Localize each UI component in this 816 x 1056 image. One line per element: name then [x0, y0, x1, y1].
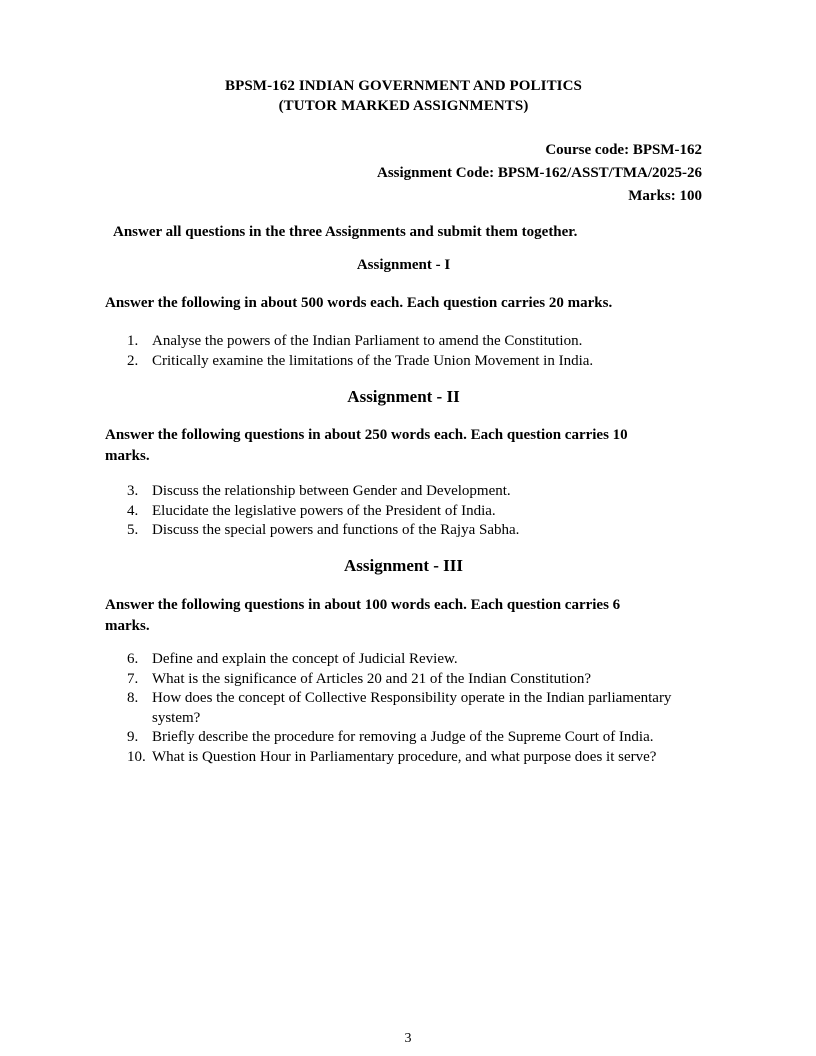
page-number: 3 — [404, 1031, 412, 1046]
question-list-assignment-3 — [105, 650, 705, 767]
course-meta-block — [105, 139, 702, 208]
question-text: What is the significance of Articles 20 and 21 of the Indian Constitution? — [152, 670, 592, 687]
list-item — [105, 670, 705, 690]
course-code: Course code: BPSM-162 — [545, 142, 702, 158]
question-number: 10. — [127, 748, 146, 765]
list-item — [105, 748, 705, 768]
question-text: Discuss the relationship between Gender and Development. — [152, 483, 511, 499]
question-number: 9. — [127, 729, 139, 745]
section-heading-assignment-3: Assignment - III — [343, 556, 464, 575]
question-number: 4. — [127, 502, 139, 519]
question-text: Analyse the powers of the Indian Parliament to amend the Constitution. — [152, 333, 583, 349]
question-number: 1. — [127, 333, 139, 349]
question-text: Elucidate the legislative powers of the President of India. — [152, 502, 496, 519]
section-instruction-assignment-1: Answer the following in about 500 words each. Each question carries 20 marks. — [105, 295, 613, 311]
question-number: 6. — [127, 651, 139, 667]
question-number: 8. — [127, 690, 139, 706]
question-number: 2. — [127, 352, 139, 369]
assignment-code: Assignment Code: BPSM-162/ASST/TMA/2025-26 — [376, 165, 702, 181]
total-marks: Marks: 100 — [628, 188, 702, 204]
question-text: Briefly describe the procedure for removing a Judge of the Supreme Court of India. — [152, 729, 654, 745]
list-item — [105, 650, 705, 670]
list-item — [105, 332, 705, 352]
list-item — [105, 482, 705, 502]
question-list-assignment-2 — [105, 482, 705, 541]
question-number: 7. — [127, 670, 139, 687]
question-number: 3. — [127, 483, 139, 499]
question-text: What is Question Hour in Parliamentary procedure, and what purpose does it serve? — [152, 748, 657, 765]
question-text: How does the concept of Collective Responsibility operate in the Indian parliamentary system? — [152, 690, 672, 726]
question-text: Define and explain the concept of Judicial Review. — [152, 651, 458, 667]
question-number: 5. — [127, 522, 139, 538]
section-instruction-assignment-2: Answer the following questions in about 250 words each. Each question carries 10 marks. — [105, 427, 628, 464]
question-text: Discuss the special powers and functions of the Rajya Sabha. — [152, 522, 520, 538]
title-line-1: BPSM-162 INDIAN GOVERNMENT AND POLITICS — [225, 78, 582, 94]
question-text: Critically examine the limitations of the Trade Union Movement in India. — [152, 352, 594, 369]
section-instruction-assignment-3: Answer the following questions in about 100 words each. Each question carries 6 marks. — [105, 597, 621, 634]
list-item — [105, 521, 705, 541]
question-list-assignment-1 — [105, 332, 705, 371]
list-item — [105, 502, 705, 522]
general-instruction: Answer all questions in the three Assignments and submit them together. — [113, 224, 578, 240]
list-item — [105, 352, 705, 372]
page-title — [105, 76, 702, 116]
section-heading-assignment-2: Assignment - II — [347, 387, 460, 406]
list-item — [105, 689, 705, 728]
title-line-2: (TUTOR MARKED ASSIGNMENTS) — [278, 98, 529, 114]
section-heading-assignment-1: Assignment - I — [356, 257, 451, 273]
list-item — [105, 728, 705, 748]
